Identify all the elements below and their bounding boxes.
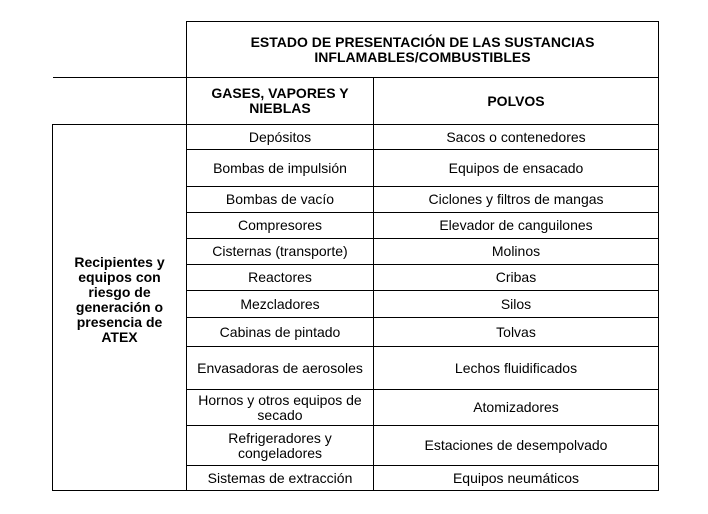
empty-corner-cell: [53, 78, 187, 125]
cell-gases: Bombas de vacío: [187, 187, 374, 213]
row-group-label-text: Recipientes y equipos con riesgo de generación o presencia de ATEX: [74, 253, 165, 345]
cell-polvos: Lechos fluidificados: [374, 347, 659, 390]
cell-polvos: Sacos o contenedores: [374, 125, 659, 150]
cell-gases: Sistemas de extracción: [187, 466, 374, 491]
cell-polvos: Equipos de ensacado: [374, 150, 659, 187]
cell-gases: Envasadoras de aerosoles: [187, 347, 374, 390]
cell-polvos: Ciclones y filtros de mangas: [374, 187, 659, 213]
cell-gases: Depósitos: [187, 125, 374, 150]
table-title: ESTADO DE PRESENTACIÓN DE LAS SUSTANCIAS INFLAMABLES/COMBUSTIBLES: [187, 22, 659, 78]
table-row: [53, 125, 659, 150]
cell-gases: Cabinas de pintado: [187, 318, 374, 347]
cell-polvos: Atomizadores: [374, 390, 659, 426]
row-group-label: [53, 125, 187, 491]
cell-polvos: Tolvas: [374, 318, 659, 347]
cell-gases: Refrigeradores y congeladores: [187, 426, 374, 466]
cell-polvos: Elevador de canguilones: [374, 213, 659, 239]
cell-gases: Mezcladores: [187, 291, 374, 318]
cell-polvos: Estaciones de desempolvado: [374, 426, 659, 466]
column-header-row: [53, 78, 659, 125]
cell-gases: Reactores: [187, 265, 374, 291]
cell-polvos: Equipos neumáticos: [374, 466, 659, 491]
column-header-gases: GASES, VAPORES Y NIEBLAS: [187, 78, 374, 125]
column-header-polvos: POLVOS: [374, 78, 659, 125]
title-row: [53, 22, 659, 78]
cell-gases: Hornos y otros equipos de secado: [187, 390, 374, 426]
cell-polvos: Silos: [374, 291, 659, 318]
empty-corner-cell: [53, 22, 187, 78]
atex-table: [52, 21, 659, 491]
cell-gases: Cisternas (transporte): [187, 239, 374, 265]
cell-gases: Compresores: [187, 213, 374, 239]
cell-polvos: Molinos: [374, 239, 659, 265]
cell-polvos: Cribas: [374, 265, 659, 291]
cell-gases: Bombas de impulsión: [187, 150, 374, 187]
